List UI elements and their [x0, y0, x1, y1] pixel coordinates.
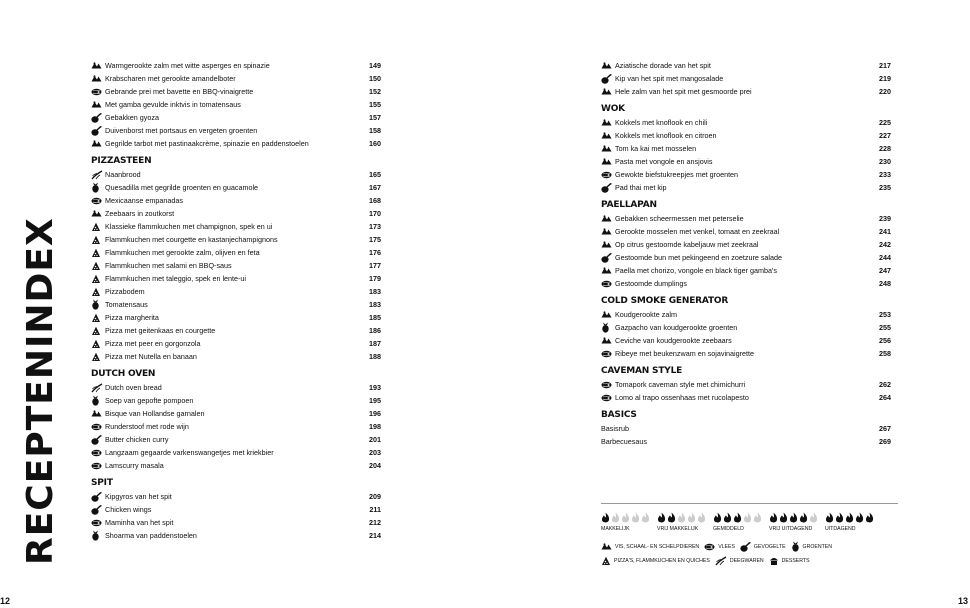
recipe-row — [601, 155, 891, 168]
recipe-page-number: 214 — [369, 531, 381, 540]
pizza-icon — [91, 222, 105, 232]
difficulty-label: MAKKELIJK — [601, 526, 630, 532]
recipe-row — [91, 85, 381, 98]
recipe-page-number: 220 — [879, 87, 891, 96]
recipe-name: Lamscurry masala — [105, 461, 164, 470]
difficulty-level — [713, 512, 769, 532]
recipe-page-number: 235 — [879, 183, 891, 192]
recipe-name: Warmgerookte zalm met witte asperges en spinazie — [105, 61, 270, 70]
fish-icon — [601, 227, 615, 237]
difficulty-legend — [601, 512, 898, 532]
recipe-name: Klassieke flammkuchen met champignon, spek en ui — [105, 222, 273, 231]
section-heading: BASICS — [601, 410, 637, 420]
recipe-row — [601, 168, 891, 181]
recipe-name: Runderstoof met rode wijn — [105, 422, 189, 431]
legend — [601, 503, 898, 566]
recipe-page-number: 211 — [369, 505, 381, 514]
recipe-row — [601, 378, 891, 391]
fish-icon — [601, 157, 615, 167]
recipe-row — [601, 212, 891, 225]
recipe-page-number: 185 — [369, 313, 381, 322]
section-heading: PIZZASTEEN — [91, 156, 152, 166]
recipe-row — [601, 321, 891, 334]
recipe-page-number: 230 — [879, 157, 891, 166]
recipe-name: Aziatische dorade van het spit — [615, 61, 711, 70]
recipe-name: Quesadilla met gegrilde groenten en guacamole — [105, 183, 259, 192]
recipe-page-number: 262 — [879, 380, 891, 389]
recipe-page-number: 256 — [879, 336, 891, 345]
pizza-icon — [91, 352, 105, 362]
veg-icon — [91, 300, 105, 310]
recipe-name: Koudgerookte zalm — [615, 310, 677, 319]
pizza-icon — [91, 326, 105, 336]
pizza-icon — [91, 274, 105, 284]
difficulty-level — [769, 512, 825, 532]
recipe-row — [91, 298, 381, 311]
flame-rating-icon — [769, 512, 825, 523]
difficulty-label: VRIJ MAKKELIJK — [657, 526, 699, 532]
fish-icon — [601, 87, 615, 97]
fish-icon — [91, 61, 105, 71]
poultry-icon — [91, 435, 105, 445]
index-column-left — [91, 59, 381, 542]
recipe-page-number: 150 — [369, 74, 381, 83]
recipe-row — [91, 111, 381, 124]
veg-icon — [791, 541, 800, 552]
recipe-page-number: 187 — [369, 339, 381, 348]
recipe-page-number: 175 — [369, 235, 381, 244]
recipe-name: Gewokte biefstukreepjes met groenten — [615, 170, 739, 179]
recipe-page-number: 258 — [879, 349, 891, 358]
recipe-row — [601, 181, 891, 194]
meat-icon — [601, 279, 615, 289]
difficulty-level — [601, 512, 657, 532]
difficulty-label: UITDAGEND — [825, 526, 856, 532]
veg-icon — [601, 323, 615, 333]
recipe-name: Duivenborst met portsaus en vergeten groenten — [105, 126, 258, 135]
recipe-name: Barbecuesaus — [601, 437, 647, 446]
recipe-page-number: 167 — [369, 183, 381, 192]
flame-rating-icon — [657, 512, 713, 523]
recipe-row — [601, 264, 891, 277]
recipe-row — [91, 433, 381, 446]
section-heading: DUTCH OVEN — [91, 369, 156, 379]
recipe-name: Soep van gepofte pompoen — [105, 396, 194, 405]
dough-icon — [715, 556, 727, 566]
index-column-right — [601, 59, 891, 448]
recipe-name: Tomatensaus — [105, 300, 148, 309]
recipe-name: Flammkuchen met gerookte zalm, olijven en feta — [105, 248, 260, 257]
recipe-name: Shoarma van paddenstoelen — [105, 531, 197, 540]
recipe-row — [91, 381, 381, 394]
recipe-row — [91, 233, 381, 246]
recipe-row — [601, 85, 891, 98]
recipe-name: Paella met chorizo, vongole en black tiger gamba's — [615, 266, 777, 275]
recipe-name: Kip van het spit met mangosalade — [615, 74, 724, 83]
recipe-row — [91, 529, 381, 542]
pizza-icon — [601, 556, 611, 566]
recipe-row — [601, 238, 891, 251]
recipe-row — [91, 124, 381, 137]
recipe-name: Kipgyros van het spit — [105, 492, 172, 501]
recipe-page-number: 183 — [369, 287, 381, 296]
recipe-name: Gestoomde bun met pekingeend en zoetzure salade — [615, 253, 783, 262]
difficulty-label: GEMIDDELD — [713, 526, 744, 532]
recipe-row — [601, 334, 891, 347]
dessert-icon — [769, 556, 779, 566]
recipe-name: Pizza met peer en gorgonzola — [105, 339, 201, 348]
fish-icon — [601, 131, 615, 141]
recipe-row — [91, 324, 381, 337]
recipe-page-number: 217 — [879, 61, 891, 70]
pizza-icon — [91, 287, 105, 297]
recipe-page-number: 201 — [369, 435, 381, 444]
recipe-page-number: 157 — [369, 113, 381, 122]
veg-icon — [91, 183, 105, 193]
recipe-page-number: 225 — [879, 118, 891, 127]
recipe-row — [91, 59, 381, 72]
recipe-name: Pizza met geitenkaas en courgette — [105, 326, 216, 335]
recipe-row — [601, 435, 891, 448]
recipe-name: Gazpacho van koudgerookte groenten — [615, 323, 738, 332]
recipe-page-number: 248 — [879, 279, 891, 288]
recipe-name: Gegrilde tarbot met pastinaakcrème, spinazie en paddenstoelen — [105, 139, 309, 148]
recipe-name: Gerookte mosselen met venkel, tomaat en zeekraal — [615, 227, 780, 236]
recipe-name: Ceviche van koudgerookte zeebaars — [615, 336, 732, 345]
recipe-page-number: 269 — [879, 437, 891, 446]
fish-icon — [601, 61, 615, 71]
recipe-row — [91, 246, 381, 259]
meat-icon — [91, 448, 105, 458]
recipe-page-number: 264 — [879, 393, 891, 402]
recipe-page-number: 198 — [369, 422, 381, 431]
recipe-row — [91, 137, 381, 150]
category-legend-line-1 — [601, 541, 898, 552]
recipe-page-number: 241 — [879, 227, 891, 236]
recipe-name: Hele zalm van het spit met gesmoorde prei — [615, 87, 752, 96]
recipe-row — [601, 225, 891, 238]
recipe-name: Kokkels met knoflook en citroen — [615, 131, 717, 140]
meat-icon — [704, 543, 715, 551]
difficulty-label: VRIJ UITDAGEND — [769, 526, 813, 532]
recipe-row — [601, 116, 891, 129]
recipe-page-number: 155 — [369, 100, 381, 109]
recipe-row — [601, 422, 891, 435]
pizza-icon — [91, 261, 105, 271]
recipe-name: Pizzabodem — [105, 287, 145, 296]
fish-icon — [91, 100, 105, 110]
recipe-row — [91, 337, 381, 350]
recipe-page-number: 168 — [369, 196, 381, 205]
category-label: DEEGWAREN — [729, 558, 764, 564]
difficulty-level — [657, 512, 713, 532]
meat-icon — [91, 461, 105, 471]
category-label: VIS, SCHAAL- EN SCHELPDIEREN — [615, 543, 700, 550]
recipe-name: Zeebaars in zoutkorst — [105, 209, 175, 218]
category-label: GEVOGELTE — [753, 543, 786, 550]
recipe-row — [91, 194, 381, 207]
pizza-icon — [91, 235, 105, 245]
category-label: DESSERTS — [781, 558, 810, 564]
recipe-page-number: 204 — [369, 461, 381, 470]
recipe-name: Gebrande prei met bavette en BBQ-vinaigrette — [105, 87, 254, 96]
recipe-page-number: 253 — [879, 310, 891, 319]
category-label: PIZZA'S, FLAMMKUCHEN EN QUICHES — [614, 558, 710, 564]
recipe-name: Langzaam gegaarde varkenswangetjes met kriekbier — [105, 448, 274, 457]
poultry-icon — [601, 183, 615, 193]
recipe-row — [91, 446, 381, 459]
recipe-row — [601, 277, 891, 290]
recipe-page-number: 196 — [369, 409, 381, 418]
recipe-row — [91, 207, 381, 220]
recipe-name: Pizza met Nutella en banaan — [105, 352, 197, 361]
section-heading: CAVEMAN STYLE — [601, 366, 683, 376]
page-number-left: 12 — [0, 596, 11, 606]
fish-icon — [91, 409, 105, 419]
recipe-row — [601, 129, 891, 142]
recipe-name: Mexicaanse empanadas — [105, 196, 183, 205]
page-number-right: 13 — [958, 596, 969, 606]
fish-icon — [601, 543, 612, 551]
poultry-icon — [601, 253, 615, 263]
recipe-row — [91, 394, 381, 407]
recipe-row — [91, 459, 381, 472]
recipe-name: Gestoomde dumplings — [615, 279, 687, 288]
fish-icon — [601, 214, 615, 224]
recipe-page-number: 227 — [879, 131, 891, 140]
recipe-name: Krabscharen met gerookte amandelboter — [105, 74, 236, 83]
recipe-page-number: 176 — [369, 248, 381, 257]
recipe-row — [91, 220, 381, 233]
recipe-name: Maminha van het spit — [105, 518, 174, 527]
recipe-row — [601, 72, 891, 85]
meat-icon — [91, 518, 105, 528]
recipe-name: Met gamba gevulde inktvis in tomatensaus — [105, 100, 241, 109]
dough-icon — [91, 383, 105, 393]
recipe-name: Lomo al trapo ossenhaas met rucolapesto — [615, 393, 749, 402]
recipe-page-number: 195 — [369, 396, 381, 405]
meat-icon — [601, 170, 615, 180]
recipe-name: Pasta met vongole en ansjovis — [615, 157, 713, 166]
poultry-icon — [91, 113, 105, 123]
recipe-row — [601, 308, 891, 321]
recipe-page-number: 193 — [369, 383, 381, 392]
flame-rating-icon — [825, 512, 881, 523]
poultry-icon — [91, 126, 105, 136]
fish-icon — [601, 240, 615, 250]
flame-rating-icon — [713, 512, 769, 523]
recipe-page-number: 267 — [879, 424, 891, 433]
recipe-name: Dutch oven bread — [105, 383, 162, 392]
pizza-icon — [91, 313, 105, 323]
recipe-row — [601, 347, 891, 360]
fish-icon — [601, 266, 615, 276]
fish-icon — [91, 209, 105, 219]
recipe-name: Basisrub — [601, 424, 629, 433]
recipe-page-number: 209 — [369, 492, 381, 501]
recipe-row — [91, 285, 381, 298]
category-legend-line-2 — [601, 556, 898, 566]
recipe-row — [91, 490, 381, 503]
section-heading: WOK — [601, 104, 625, 114]
recipe-row — [91, 420, 381, 433]
recipe-page-number: 212 — [369, 518, 381, 527]
dough-icon — [91, 170, 105, 180]
flame-rating-icon — [601, 512, 657, 523]
recipe-row — [91, 72, 381, 85]
recipe-page-number: 233 — [879, 170, 891, 179]
recipe-page-number: 203 — [369, 448, 381, 457]
recipe-page-number: 152 — [369, 87, 381, 96]
recipe-name: Bisque van Hollandse garnalen — [105, 409, 205, 418]
recipe-name: Flammkuchen met courgette en kastanjechampignons — [105, 235, 278, 244]
recipe-page-number: 228 — [879, 144, 891, 153]
meat-icon — [601, 380, 615, 390]
recipe-name: Chicken wings — [105, 505, 152, 514]
recipe-name: Op citrus gestoomde kabeljauw met zeekraal — [615, 240, 759, 249]
section-heading: PAELLAPAN — [601, 200, 657, 210]
recipe-name: Gebakken scheermessen met peterselie — [615, 214, 744, 223]
recipe-row — [601, 251, 891, 264]
recipe-page-number: 244 — [879, 253, 891, 262]
recipe-row — [91, 311, 381, 324]
recipe-name: Kokkels met knoflook en chili — [615, 118, 708, 127]
recipe-page-number: 158 — [369, 126, 381, 135]
meat-icon — [601, 393, 615, 403]
pizza-icon — [91, 248, 105, 258]
recipe-page-number: 173 — [369, 222, 381, 231]
recipe-page-number: 247 — [879, 266, 891, 275]
recipe-name: Gebakken gyoza — [105, 113, 159, 122]
section-heading: SPIT — [91, 478, 113, 488]
fish-icon — [601, 118, 615, 128]
poultry-icon — [740, 542, 751, 552]
poultry-icon — [91, 492, 105, 502]
recipe-name: Flammkuchen met salami en BBQ-saus — [105, 261, 232, 270]
fish-icon — [91, 139, 105, 149]
recipe-page-number: 165 — [369, 170, 381, 179]
recipe-row — [91, 503, 381, 516]
recipe-row — [601, 391, 891, 404]
recipe-page-number: 170 — [369, 209, 381, 218]
section-heading: COLD SMOKE GENERATOR — [601, 296, 729, 306]
category-label: VLEES — [718, 543, 735, 550]
recipe-row — [91, 407, 381, 420]
recipe-name: Pizza margherita — [105, 313, 159, 322]
recipe-row — [601, 142, 891, 155]
meat-icon — [91, 422, 105, 432]
recipe-page-number: 239 — [879, 214, 891, 223]
recipe-page-number: 183 — [369, 300, 381, 309]
pizza-icon — [91, 339, 105, 349]
meat-icon — [91, 196, 105, 206]
fish-icon — [601, 144, 615, 154]
recipe-name: Pad thai met kip — [615, 183, 667, 192]
recipe-name: Butter chicken curry — [105, 435, 169, 444]
recipe-name: Tomapork caveman style met chimichurri — [615, 380, 746, 389]
recipe-row — [601, 59, 891, 72]
meat-icon — [91, 87, 105, 97]
recipe-row — [91, 98, 381, 111]
recipe-page-number: 186 — [369, 326, 381, 335]
recipe-page-number: 255 — [879, 323, 891, 332]
meat-icon — [601, 349, 615, 359]
recipe-page-number: 160 — [369, 139, 381, 148]
recipe-name: Naanbrood — [105, 170, 141, 179]
page-title: RECEPTENINDEX — [20, 217, 61, 565]
veg-icon — [91, 531, 105, 541]
fish-icon — [91, 74, 105, 84]
recipe-page-number: 188 — [369, 352, 381, 361]
fish-icon — [601, 310, 615, 320]
poultry-icon — [91, 505, 105, 515]
recipe-row — [91, 181, 381, 194]
recipe-page-number: 219 — [879, 74, 891, 83]
recipe-name: Tom ka kai met mosselen — [615, 144, 697, 153]
category-label: GROENTEN — [802, 543, 832, 550]
veg-icon — [91, 396, 105, 406]
poultry-icon — [601, 74, 615, 84]
recipe-page-number: 177 — [369, 261, 381, 270]
recipe-name: Ribeye met beukenzwam en sojavinaigrette — [615, 349, 755, 358]
recipe-row — [91, 272, 381, 285]
recipe-row — [91, 259, 381, 272]
recipe-row — [91, 516, 381, 529]
recipe-row — [91, 168, 381, 181]
fish-icon — [601, 336, 615, 346]
recipe-page-number: 242 — [879, 240, 891, 249]
recipe-page-number: 179 — [369, 274, 381, 283]
difficulty-level — [825, 512, 881, 532]
recipe-name: Flammkuchen met taleggio, spek en lente-ui — [105, 274, 247, 283]
recipe-row — [91, 350, 381, 363]
recipe-page-number: 149 — [369, 61, 381, 70]
